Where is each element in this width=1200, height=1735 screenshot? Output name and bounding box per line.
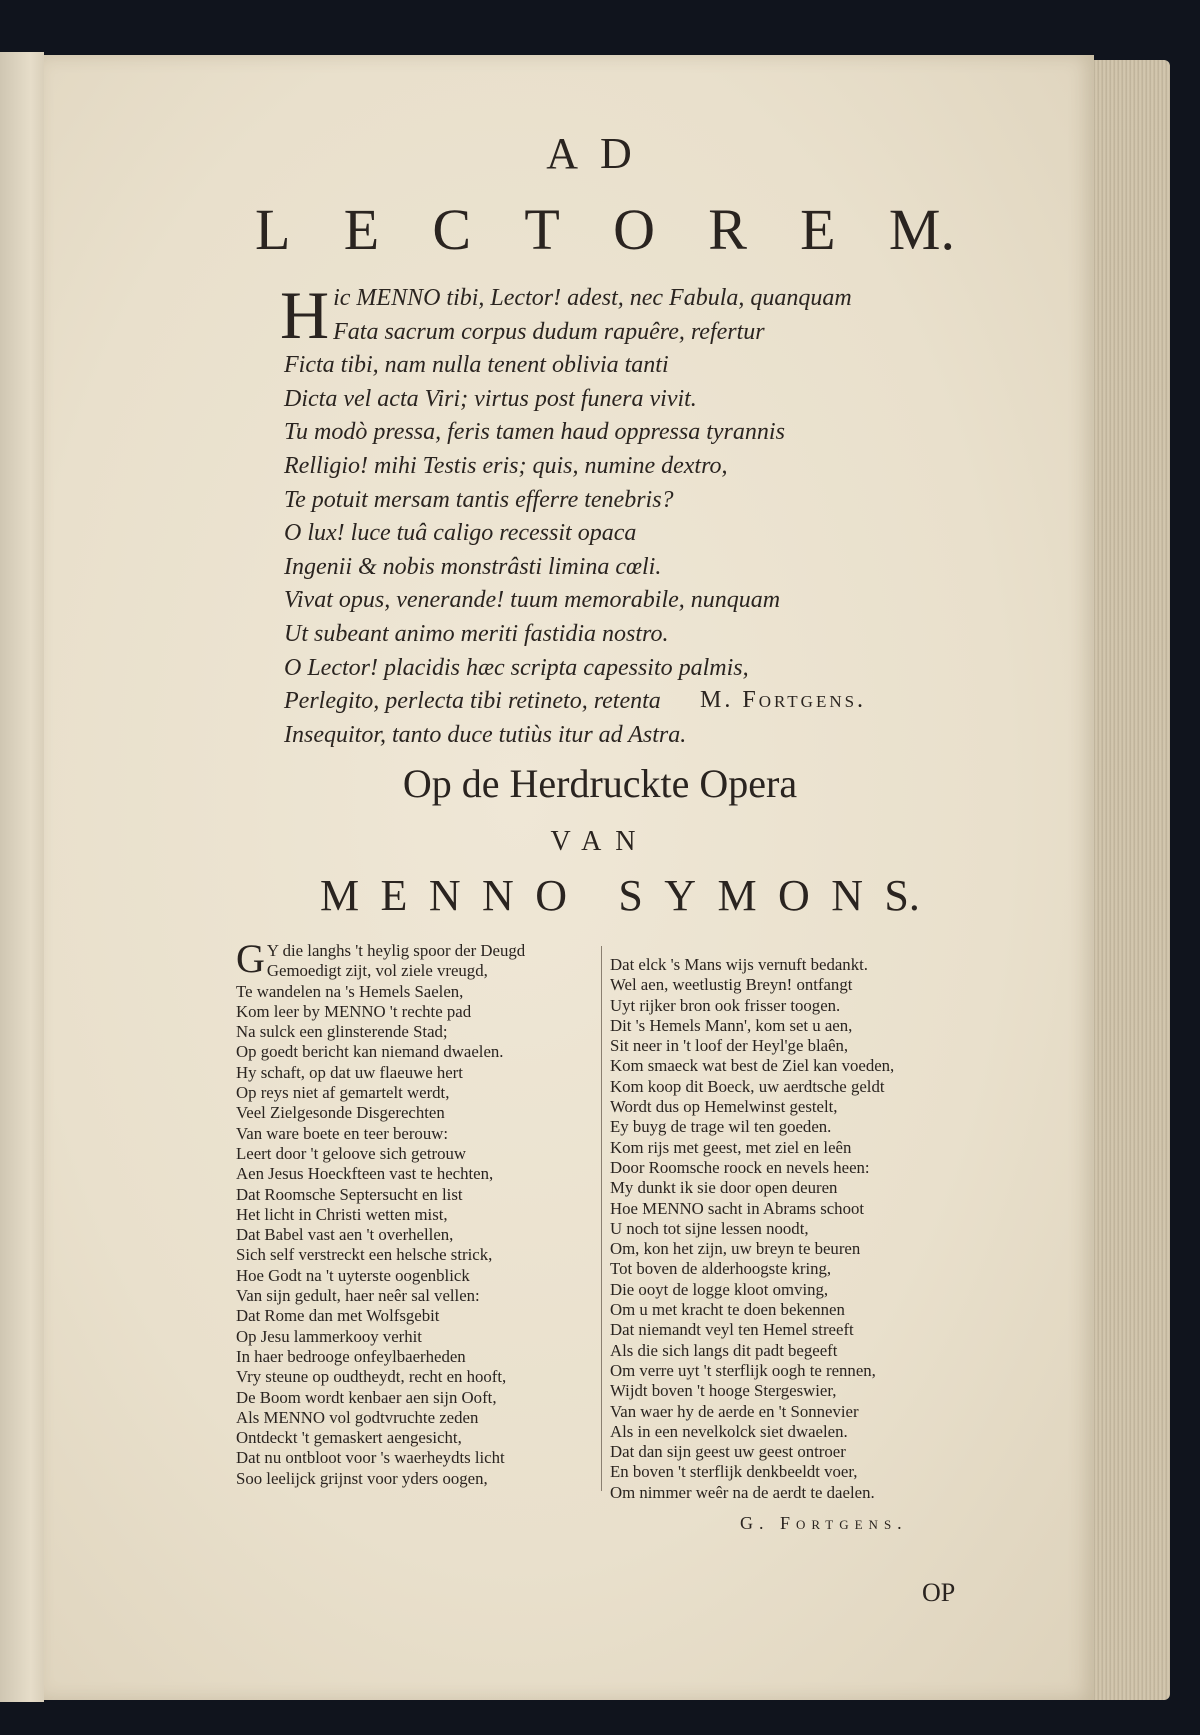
catchword: OP <box>922 1578 956 1607</box>
poem-line: Y die langhs 't heylig spoor der Deugd <box>266 941 526 960</box>
poem-line: Te wandelen na 's Hemels Saelen, <box>236 981 464 1001</box>
subheading-herdruckte-opera: Op de Herdruckte Opera <box>402 761 798 806</box>
poem-line: Ingenii & nobis monstrâsti limina cœli. <box>284 553 662 580</box>
heading-menno-symons <box>320 870 920 921</box>
poem-line: Hoe Godt na 't uyterste oogenblick <box>236 1265 470 1285</box>
poem-line: Dat elck 's Mans wijs vernuft bedankt. <box>610 955 868 974</box>
heading-letter: N <box>831 871 863 920</box>
poem-line: Relligio! mihi Testis eris; quis, numine dextro, <box>284 452 728 479</box>
poem-line: Ontdeckt 't gemaskert aengesicht, <box>236 1428 462 1448</box>
poem-line: Dat dan sijn geest uw geest ontroer <box>610 1442 846 1462</box>
poem-line: Hy schaft, op dat uw flaeuwe hert <box>236 1062 463 1082</box>
poem-line: Door Roomsche roock en nevels heen: <box>610 1157 870 1177</box>
poem-line: Te potuit mersam tantis efferre tenebris? <box>284 486 674 513</box>
poem-line: Kom leer by MENNO 't rechte pad <box>236 1001 472 1021</box>
poem-line: Om nimmer weêr na de aerdt te daelen. <box>610 1482 875 1502</box>
poem-line: Dit 's Hemels Mann', kom set u aen, <box>610 1015 853 1035</box>
heading-letter: Y <box>664 871 697 920</box>
dutch-poem-left-column <box>236 936 566 1489</box>
heading-letter: O <box>778 871 810 920</box>
poem-line: Als in een nevelkolck siet dwaelen. <box>610 1421 848 1441</box>
poem-line: Ficta tibi, nam nulla tenent oblivia tanti <box>284 352 669 379</box>
dutch-poem-right-column <box>610 955 940 1503</box>
poem-line: Tu modò pressa, feris tamen haud oppressa tyrannis <box>284 419 785 446</box>
heading-letter: N <box>428 871 461 920</box>
poem-line: Om verre uyt 't sterflijk oogh te rennen, <box>610 1360 876 1380</box>
latin-poem <box>280 277 894 752</box>
heading-letter: T <box>524 197 560 262</box>
heading-letter: L <box>255 197 291 262</box>
heading-letter: S. <box>884 871 920 920</box>
poem-line: Perlegito, perlecta tibi retineto, retenta <box>284 688 661 715</box>
poem-line: ic MENNO tibi, Lector! adest, nec Fabula, quanquam <box>333 285 852 311</box>
poem-line: Van sijn gedult, haer neêr sal vellen: <box>236 1286 480 1306</box>
poem-line: Aen Jesus Hoeckfteen vast te hechten, <box>236 1164 494 1184</box>
poem-line: En boven 't sterflijk denkbeeldt voer, <box>610 1462 858 1482</box>
poem-line: Vivat opus, venerande! tuum memorabile, nunquam <box>284 587 781 614</box>
heading-letter: M. <box>888 197 955 262</box>
poem-line: Leert door 't geloove sich getrouw <box>236 1143 466 1163</box>
heading-letter: O <box>535 871 567 920</box>
left-page-edge <box>0 52 44 1702</box>
poem-line: Die ooyt de logge kloot omving, <box>610 1279 829 1299</box>
latin-dropcap: H <box>280 277 330 353</box>
poem-line: Wordt dus op Hemelwinst gestelt, <box>610 1097 838 1117</box>
poem-line: Wel aen, weetlustig Breyn! ontfangt <box>610 975 853 995</box>
poem-line: In haer bedrooge onfeylbaerheden <box>236 1346 466 1366</box>
poem-line: Veel Zielgesonde Disgerechten <box>236 1103 445 1123</box>
poem-line: Sit neer in 't loof der Heyl'ge blaên, <box>610 1036 849 1056</box>
poem-line: Insequitor, tanto duce tutiùs itur ad Astra. <box>284 721 687 748</box>
poem-line: Uyt rijker bron ook frisser toogen. <box>610 995 841 1015</box>
poem-line: Ey buyg de trage wil ten goeden. <box>610 1117 832 1137</box>
poem-line: Het licht in Christi wetten mist, <box>236 1204 448 1224</box>
poem-line: Op goedt bericht kan niemand dwaelen. <box>236 1042 504 1062</box>
heading-letter: E <box>380 871 408 920</box>
signature-m-fortgens: M. Fortgens. <box>700 687 867 713</box>
poem-line: Om, kon het zijn, uw breyn te beuren <box>610 1239 861 1259</box>
heading-letter: R <box>708 197 747 262</box>
poem-line: Kom koop dit Boeck, uw aerdtsche geldt <box>610 1076 885 1096</box>
heading-ad: AD <box>546 129 654 178</box>
poem-line: Om u met kracht te doen bekennen <box>610 1300 845 1320</box>
poem-line: Als MENNO vol godtvruchte zeden <box>236 1407 479 1427</box>
poem-line: Op Jesu lammerkooy verhit <box>236 1326 422 1346</box>
poem-line: Na sulck een glinsterende Stad; <box>236 1022 448 1042</box>
poem-line: De Boom wordt kenbaer aen sijn Ooft, <box>236 1387 497 1407</box>
poem-line: Dat nu ontbloot voor 's waerheydts licht <box>236 1448 505 1468</box>
dutch-dropcap: G <box>236 936 265 981</box>
poem-line: Dat Roomsche Septersucht en list <box>236 1184 463 1204</box>
heading-letter: M <box>717 871 757 920</box>
poem-line: Van ware boete en teer berouw: <box>236 1123 448 1143</box>
poem-line: O lux! luce tuâ caligo recessit opaca <box>284 520 637 547</box>
heading-lectorem <box>255 196 955 263</box>
signature-g-fortgens: G. Fortgens. <box>740 1513 908 1533</box>
poem-line: Kom rijs met geest, met ziel en leên <box>610 1137 852 1157</box>
heading-letter: C <box>432 197 472 262</box>
poem-line: Kom smaeck wat best de Ziel kan voeden, <box>610 1056 895 1076</box>
poem-line: O Lector! placidis hæc scripta capessito palmis, <box>284 654 749 681</box>
poem-line: Dicta vel acta Viri; virtus post funera vivit. <box>284 385 697 412</box>
poem-line: Van waer hy de aerde en 't Sonnevier <box>610 1401 859 1421</box>
poem-line: Ut subeant animo meriti fastidia nostro. <box>284 620 669 647</box>
poem-line: Sich self verstreckt een helsche strick, <box>236 1245 493 1265</box>
poem-line: Als die sich langs dit padt begeeft <box>610 1340 838 1360</box>
poem-line: Fata sacrum corpus dudum rapuêre, refertur <box>333 318 765 345</box>
poem-line: My dunkt ik sie door open deuren <box>610 1178 838 1198</box>
heading-van: VAN <box>550 826 650 857</box>
poem-line: Wijdt boven 't hooge Stergeswier, <box>610 1381 837 1401</box>
poem-line: Op reys niet af gemartelt werdt, <box>236 1083 450 1103</box>
poem-line: Dat niemandt veyl ten Hemel streeft <box>610 1320 854 1340</box>
heading-letter: S <box>618 871 643 920</box>
poem-line: Gemoedigt zijt, vol ziele vreugd, <box>266 961 488 981</box>
poem-line: Soo leelijck grijnst voor yders oogen, <box>236 1468 488 1488</box>
heading-letter: M <box>320 871 360 920</box>
heading-letter: O <box>613 197 655 262</box>
column-divider <box>601 946 602 1491</box>
poem-line: Dat Babel vast aen 't overhellen, <box>236 1225 454 1245</box>
heading-letter: N <box>482 871 514 920</box>
poem-line: Vry steune op oudtheydt, recht en hooft, <box>236 1367 507 1387</box>
heading-letter: E <box>800 197 836 262</box>
poem-line: U noch tot sijne lessen noodt, <box>610 1218 809 1238</box>
poem-line: Hoe MENNO sacht in Abrams schoot <box>610 1198 865 1218</box>
poem-line: Tot boven de alderhoogste kring, <box>610 1259 832 1279</box>
poem-line: Dat Rome dan met Wolfsgebit <box>236 1306 440 1326</box>
heading-letter: E <box>343 197 380 262</box>
